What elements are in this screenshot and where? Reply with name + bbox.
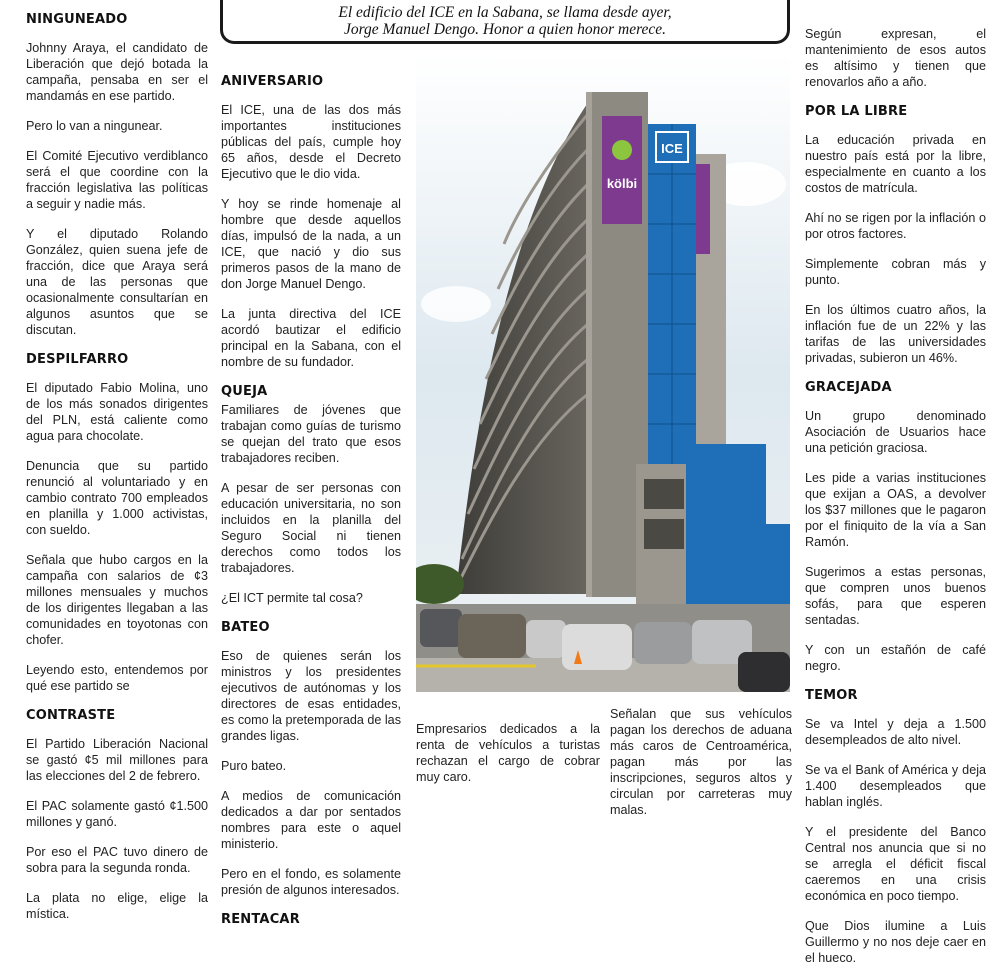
rentacar-text-right: Señalan que sus vehículos pagan los derechos de aduana más caros de Centroamérica, pagan más por las inscripciones, seguros altos y circulan por carreteras muy malas.: [610, 707, 792, 817]
paragraph: Leyendo esto, entendemos por qué ese partido se: [26, 663, 208, 693]
column-2: [221, 70, 401, 940]
paragraph: Johnny Araya, el candidato de Liberación que dejó botada la campaña, pensaba en ser el mandamás en ese partido.: [26, 41, 208, 103]
paragraph: Se va el Bank of América y deja 1.400 desempleados que hablan inglés.: [805, 763, 986, 809]
section-heading-queja: QUEJA: [221, 384, 268, 399]
paragraph: Puro bateo.: [221, 759, 287, 773]
paragraph: Señala que hubo cargos en la campaña con salarios de ¢3 millones mensuales y muchos de los dirigentes llegaban a las comunidades en toyotonas con chofer.: [26, 553, 208, 647]
paragraph: Pero en el fondo, es solamente presión de algunos interesados.: [221, 867, 401, 897]
paragraph: La plata no elige, elige la mística.: [26, 891, 208, 921]
paragraph: Denuncia que su partido renunció al voluntariado y en cambio contrato 700 empleados en planilla y 1.000 activistas, con sueldo.: [26, 459, 208, 537]
paragraph: El ICE, una de las dos más importantes instituciones públicas del país, cumple hoy 65 años, desde el Decreto Ejecutivo que le dio vida.: [221, 103, 401, 181]
paragraph: El diputado Fabio Molina, uno de los más sonados dirigentes del PLN, está caliente como agua para chocolate.: [26, 381, 208, 443]
paragraph: El Comité Ejecutivo verdiblanco será el que coordine con la fracción legislativa las políticas a seguir y nadie más.: [26, 149, 208, 211]
paragraph: Se va Intel y deja a 1.500 desempleados de alto nivel.: [805, 717, 986, 747]
section-heading-por-la-libre: POR LA LIBRE: [805, 104, 908, 119]
ice-building-photo: [416, 54, 790, 692]
paragraph: Y el diputado Rolando González, quien suena jefe de fracción, dice que Araya será una de las personas que ocasionalmente consultarían en algunos asuntos que se discutan.: [26, 227, 208, 337]
paragraph: Familiares de jóvenes que trabajan como guías de turismo se quejan del trato que esos trabajadores reciben.: [221, 403, 401, 465]
paragraph: Eso de quienes serán los ministros y los presidentes ejecutivos de autónomas y los directores de esas entidades, es como la pretemporada de las grandes ligas.: [221, 649, 401, 743]
section-heading-temor: TEMOR: [805, 688, 858, 703]
building-illustration: [416, 54, 790, 692]
column-1: [26, 8, 208, 936]
paragraph: El PAC solamente gastó ¢1.500 millones y ganó.: [26, 799, 208, 829]
rentacar-text-left: Empresarios dedicados a la renta de vehículos a turistas rechazan el cargo de cobrar muy caro.: [416, 722, 600, 784]
paragraph: Sugerimos a estas personas, que compren unos buenos sofás, para que esperen sentadas.: [805, 565, 986, 627]
paragraph: Simplemente cobran más y punto.: [805, 257, 986, 287]
paragraph: Un grupo denominado Asociación de Usuarios hace una petición graciosa.: [805, 409, 986, 455]
paragraph: Y con un estañón de café negro.: [805, 643, 986, 673]
paragraph: Les pide a varias instituciones que exijan a OAS, a devolver los $37 millones que le pagaron por el finiquito de la vía a San Ramón.: [805, 471, 986, 549]
paragraph: A pesar de ser personas con educación universitaria, no son incluidos en la planilla del Seguro Social ni tienen derechos como todos los trabajadores.: [221, 481, 401, 575]
paragraph: En los últimos cuatro años, la inflación fue de un 22% y las tarifas de las universidades privadas, subieron un 46%.: [805, 303, 986, 365]
column-5: [805, 26, 986, 980]
paragraph: El Partido Liberación Nacional se gastó ¢5 mil millones para las elecciones del 2 de febrero.: [26, 737, 208, 783]
paragraph: La junta directiva del ICE acordó bautizar el edificio principal en la Sabana, con el nombre de su fundador.: [221, 307, 401, 369]
headline-banner: [220, 0, 790, 44]
paragraph: A medios de comunicación dedicados a dar por sentados nombres para este o aquel ministerio.: [221, 789, 401, 851]
paragraph: Y el presidente del Banco Central nos anuncia que si no se arregla el déficit fiscal caeremos en una crisis económica en poco tiempo.: [805, 825, 986, 903]
section-heading-rentacar: RENTACAR: [221, 912, 300, 927]
paragraph: Por eso el PAC tuvo dinero de sobra para la segunda ronda.: [26, 845, 208, 875]
headline-line-1: El edificio del ICE en la Sabana, se llama desde ayer,: [338, 4, 672, 21]
paragraph: La educación privada en nuestro país está por la libre, especialmente en cuanto a los costos de matrícula.: [805, 133, 986, 195]
paragraph: Según expresan, el mantenimiento de esos autos es altísimo y tienen que renovarlos año a año.: [805, 27, 986, 89]
headline-line-2: Jorge Manuel Dengo. Honor a quien honor merece.: [343, 21, 667, 38]
paragraph: ¿El ICT permite tal cosa?: [221, 591, 363, 605]
paragraph: Que Dios ilumine a Luis Guillermo y no nos deje caer en el hueco.: [805, 919, 986, 965]
kolbi-sign-text: kölbi: [606, 176, 638, 191]
paragraph: Y hoy se rinde homenaje al hombre que desde aquellos días, impulsó de la nada, a un ICE, que nació y dio sus primeros pasos de la mano de don Jorge Manuel Dengo.: [221, 197, 401, 291]
section-heading-despilfarro: DESPILFARRO: [26, 352, 129, 367]
section-heading-contraste: CONTRASTE: [26, 708, 116, 723]
section-heading-bateo: BATEO: [221, 620, 270, 635]
paragraph: Ahí no se rigen por la inflación o por otros factores.: [805, 211, 986, 241]
paragraph: Pero lo van a ningunear.: [26, 119, 163, 133]
ice-sign-text: ICE: [661, 141, 683, 156]
section-heading-ninguneado: NINGUNEADO: [26, 12, 128, 27]
section-heading-aniversario: ANIVERSARIO: [221, 74, 324, 89]
section-heading-gracejada: GRACEJADA: [805, 380, 892, 395]
